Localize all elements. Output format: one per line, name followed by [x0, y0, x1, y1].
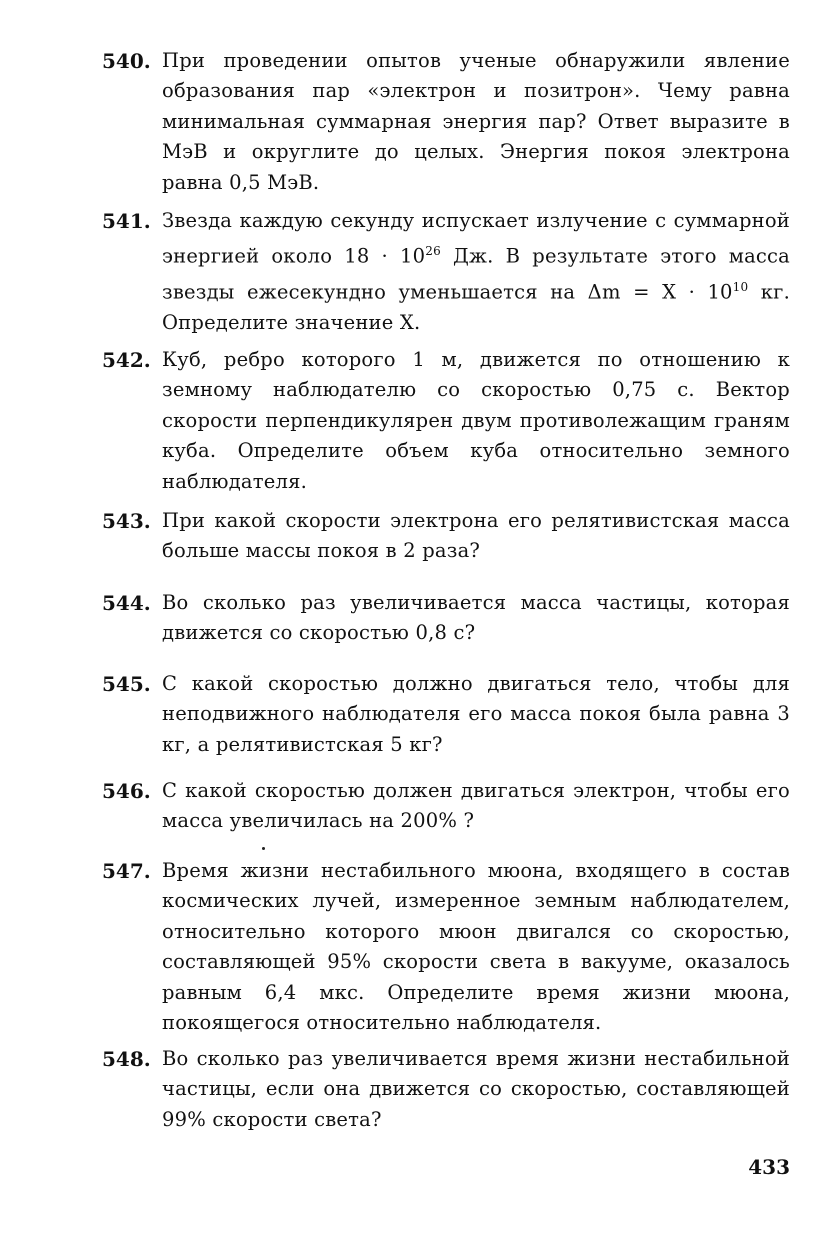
- problem-text-part: Звезда каждую секунду испускает излучение с суммарной энергией около 18 · 10: [162, 209, 790, 268]
- problem-number: 543.: [102, 509, 151, 533]
- exponent: 26: [425, 244, 441, 259]
- problem-number: 540.: [102, 49, 151, 73]
- problem-text: С какой скоростью должен двигаться электрон, чтобы его масса увеличилась на 200% ?: [162, 779, 790, 833]
- stray-dot: [262, 847, 265, 850]
- problem-text: Во сколько раз увеличивается время жизни нестабильной частицы, если она движется со скоростью, составляющей 99% скорости света?: [162, 1047, 790, 1131]
- exponent: 10: [732, 280, 749, 295]
- problem-number: 544.: [102, 591, 151, 615]
- page-number: 433: [748, 1155, 790, 1179]
- problem-text: С какой скоростью должно двигаться тело, чтобы для неподвижного наблюдателя его масса покоя была равна 3 кг, а релятивистская 5 кг?: [162, 672, 790, 756]
- problem-number: 541.: [102, 209, 151, 233]
- problem-text: [162, 206, 790, 339]
- problem-text-part: кг. Определите значение X.: [162, 280, 790, 335]
- problem-text: Куб, ребро которого 1 м, движется по отношению к земному наблюдателю со скоростью 0,75 c. Вектор скорости перпендикулярен двум противолежащим граням куба. Определите объем куба относительно земного наблюдателя.: [162, 348, 790, 493]
- problem-number: 548.: [102, 1047, 151, 1071]
- problem-text-part: Дж. В результате этого масса звезды ежесекундно уменьшается на Δm = X · 10: [162, 244, 790, 304]
- problem-text: Время жизни нестабильного мюона, входящего в состав космических лучей, измеренное земным наблюдателем, относительно которого мюон двигался со скоростью, составляющей 95% скорости света в вакууме, оказалось равным 6,4 мкс. Определите время жизни мюона, покоящегося относительно наблюдателя.: [162, 859, 790, 1035]
- problem-text: Во сколько раз увеличивается масса частицы, которая движется со скоростью 0,8 c?: [162, 591, 790, 645]
- problem-number: 546.: [102, 779, 151, 803]
- problem-number: 547.: [102, 859, 151, 883]
- problem-number: 545.: [102, 672, 151, 696]
- problem-number: 542.: [102, 348, 151, 372]
- problem-text: При какой скорости электрона его релятивистская масса больше массы покоя в 2 раза?: [162, 509, 790, 563]
- problem-text: При проведении опытов ученые обнаружили явление образования пар «электрон и позитрон». Чему равна минимальная суммарная энергия пар? Ответ выразите в МэВ и округлите до целых. Энергия покоя электрона равна 0,5 МэВ.: [162, 49, 790, 194]
